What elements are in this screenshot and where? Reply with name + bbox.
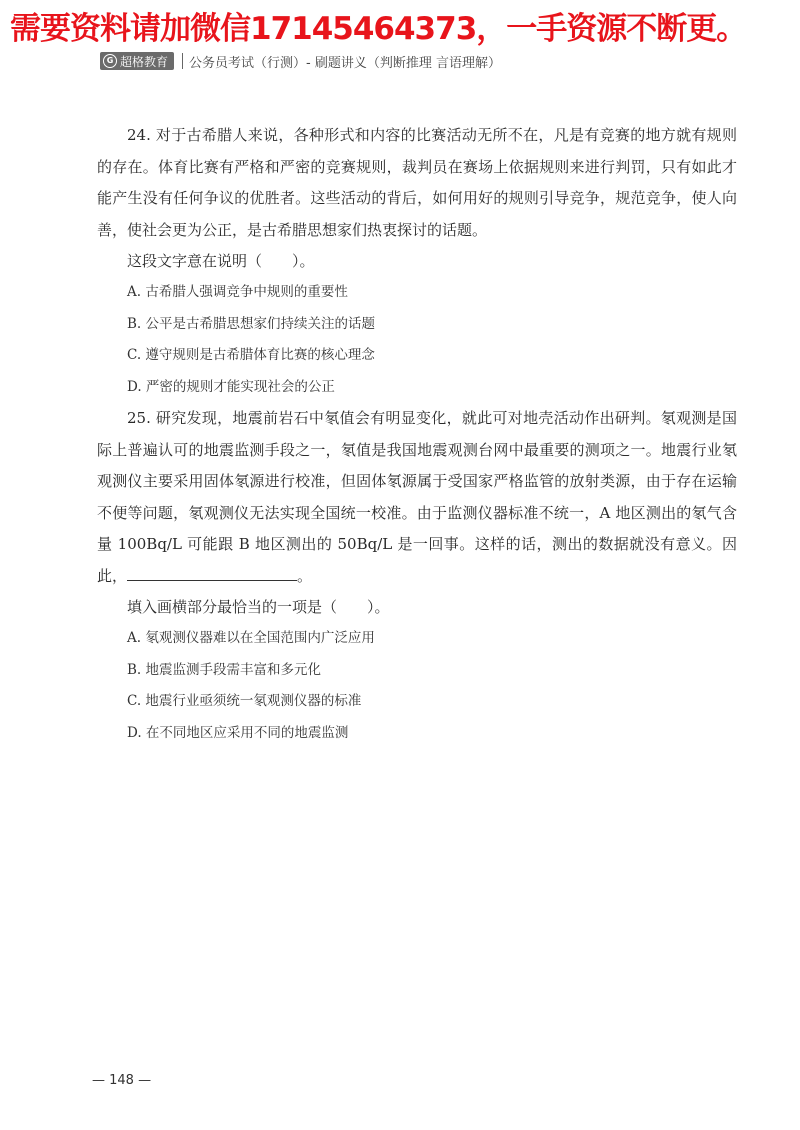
question-24-option-d: D. 严密的规则才能实现社会的公正 (127, 378, 335, 395)
fill-in-blank (127, 562, 297, 581)
question-25-option-a: A. 氡观测仪器难以在全国范围内广泛应用 (127, 630, 375, 646)
question-25-option-c: C. 地震行业亟须统一氡观测仪器的标准 (127, 693, 362, 709)
question-24-option-c: C. 遵守规则是古希腊体育比赛的核心理念 (127, 347, 375, 363)
page-number: — 148 — (92, 1073, 152, 1088)
watermark-banner: 需要资料请加微信17145464373，一手资源不断更。 (10, 11, 747, 47)
question-24-option-a: A. 古希腊人强调竞争中规则的重要性 (127, 284, 348, 300)
header-divider (182, 53, 183, 69)
question-25-prompt: 填入画横部分最恰当的一项是（ ）。 (127, 598, 390, 616)
page-content (97, 120, 737, 749)
question-25-option-d: D. 在不同地区应采用不同的地震监测 (127, 724, 349, 741)
question-24-option-b: B. 公平是古希腊思想家们持续关注的话题 (127, 315, 376, 332)
question-25-text (97, 403, 737, 592)
question-24-prompt: 这段文字意在说明（ ）。 (127, 252, 315, 270)
question-24-text: 24. 对于古希腊人来说，各种形式和内容的比赛活动无所不在，凡是有竞赛的地方就有规则的存在。体育比赛有严格和严密的竞赛规则，裁判员在赛场上依据规则来进行判罚，只有如此才能产生没有任何争议的优胜者。这些活动的背后，如何用好的规则引导竞争，规范竞争，使人向善，使社会更为公正，是古希腊思想家们热衷探讨的话题。 (97, 126, 737, 239)
question-25-text-end: 。 (297, 566, 313, 585)
logo-icon: G (103, 54, 117, 68)
publisher-logo (100, 52, 174, 70)
page-header (100, 51, 501, 71)
question-25-text-body: 25. 研究发现，地震前岩石中氡值会有明显变化，就此可对地壳活动作出研判。氡观测是国际上普遍认可的地震监测手段之一，氡值是我国地震观测台网中最重要的测项之一。地震行业氡观测仪主要采用固体氡源进行校准，但固体氡源属于受国家严格监管的放射类源，由于存在运输不便等问题，氡观测仪无法实现全国统一校准。由于监测仪器标准不统一，A 地区测出的氡气含量 100Bq/L 可能跟 B 地区测出的 50Bq/L 是一回事。这样的话，测出的数据就没有意义。因此， (97, 409, 737, 585)
question-25-option-b: B. 地震监测手段需丰富和多元化 (127, 661, 322, 678)
header-title: 公务员考试（行测）- 刷题讲义（判断推理 言语理解） (189, 55, 501, 71)
logo-text: 超格教育 (120, 54, 169, 69)
